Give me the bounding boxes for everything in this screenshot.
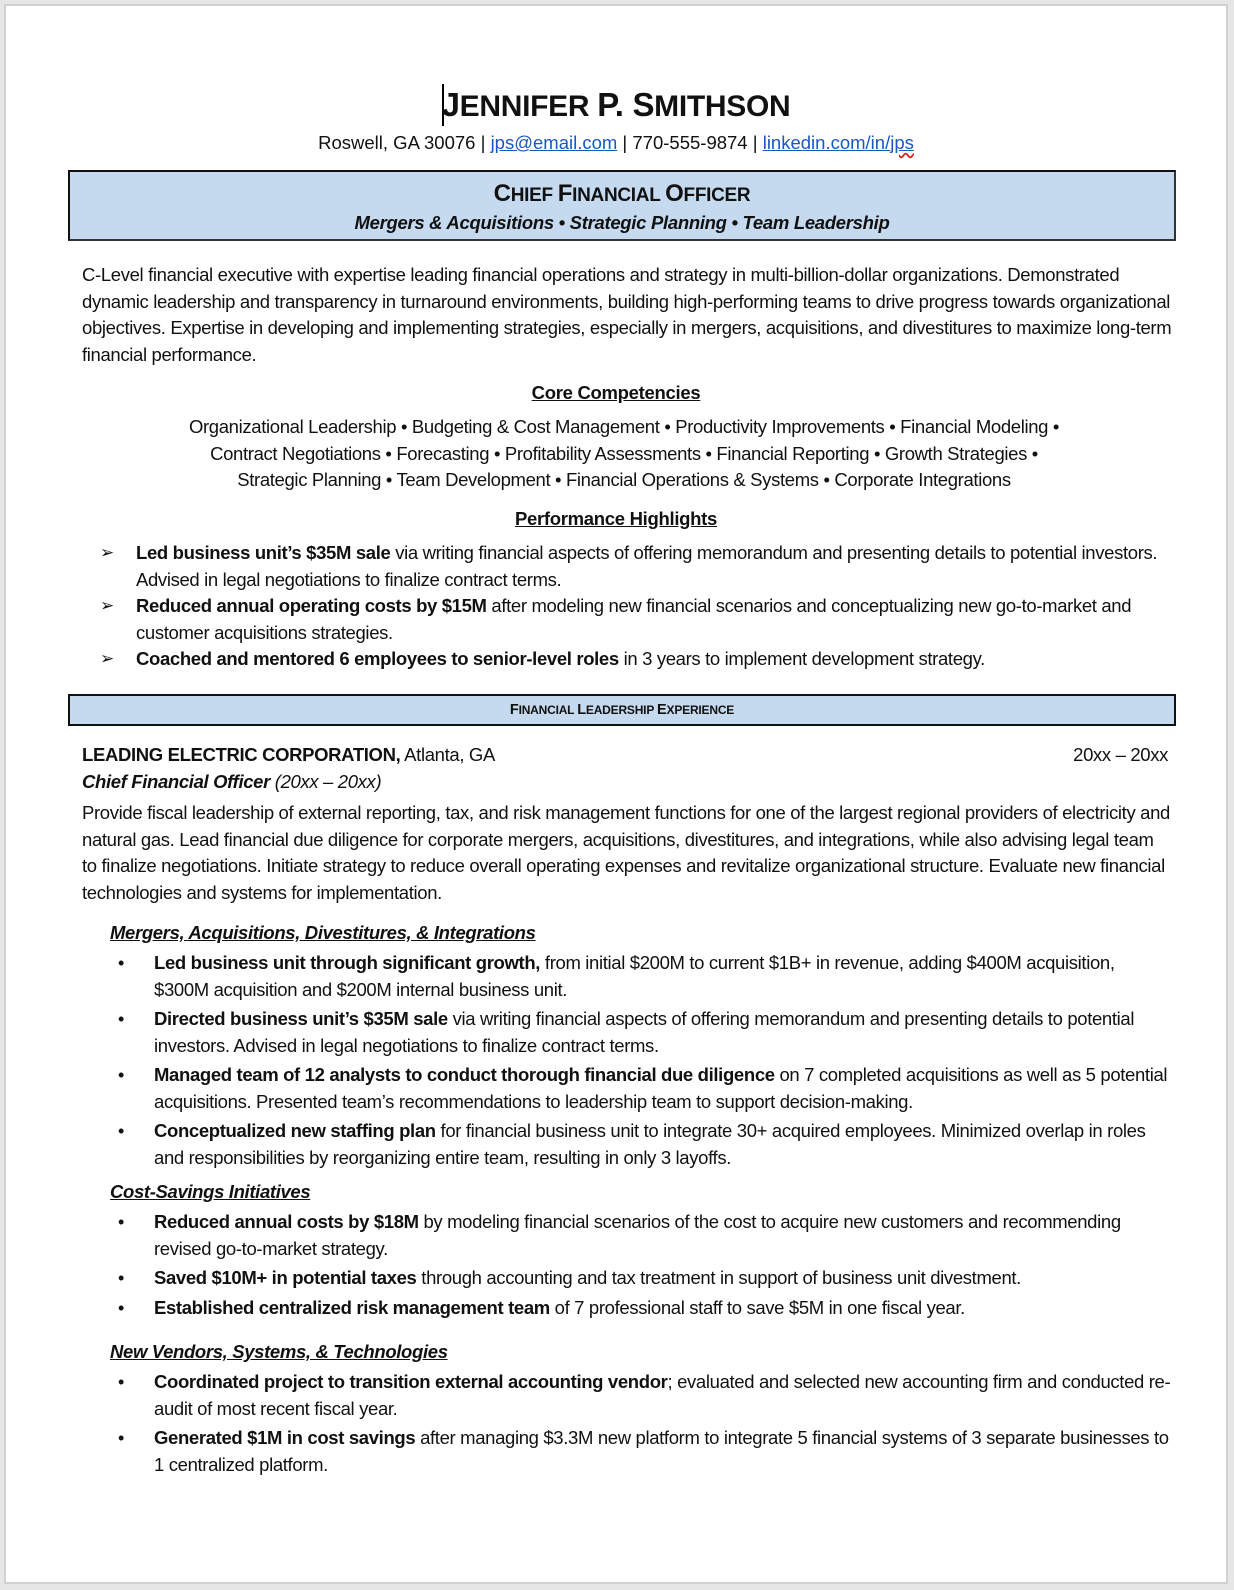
subsection-heading: Mergers, Acquisitions, Divestitures, & Integrations (110, 922, 536, 943)
list-item: ➢ Reduced annual operating costs by $15M after modeling new financial scenarios and conceptualizing new go-to-market and customer acquisitions strategies. (100, 595, 1132, 643)
list-item: • Conceptualized new staffing plan for financial business unit to integrate 30+ acquired employees. Minimized overlap in roles and responsibilities by reorganizing entire team, resulting in only 3 layoffs. (118, 1120, 1146, 1168)
bullet-icon: • (118, 953, 124, 973)
job-title: Chief Financial Officer (20xx – 20xx) (82, 771, 382, 792)
phone: 770-555-9874 (632, 132, 748, 153)
arrow-bullet-icon: ➢ (100, 596, 114, 615)
list-item: • Saved $10M+ in potential taxes through accounting and tax treatment in support of business unit divestment. (116, 1265, 1172, 1292)
arrow-bullet-icon: ➢ (100, 543, 114, 562)
performance-highlights-heading: Performance Highlights (514, 508, 718, 529)
list-item: • Led business unit through significant growth, from initial $200M to current $1B+ in revenue, adding $400M acquisition, $300M acquisition and $200M internal business unit. (118, 952, 1115, 1000)
bullet-icon: • (118, 1372, 124, 1392)
list-item: • Generated $1M in cost savings after managing $3.3M new platform to integrate 5 financial systems of 3 separate businesses to 1 centralized platform. (118, 1427, 1169, 1475)
bullet-list (116, 950, 1172, 1174)
bullet-list (116, 1369, 1172, 1481)
contact-line (6, 132, 1226, 154)
resume-page (4, 4, 1228, 1584)
title-tagline: Mergers & Acquisitions • Strategic Planning • Team Leadership (354, 212, 890, 233)
list-item: • Directed business unit’s $35M sale via writing financial aspects of offering memorandum and presenting details to potential investors. Advised in legal negotiations to finalize contract terms. (118, 1008, 1135, 1056)
performance-highlights-list (98, 540, 1168, 673)
subsection-heading: New Vendors, Systems, & Technologies (110, 1341, 448, 1362)
company-name: LEADING ELECTRIC CORPORATION, (82, 744, 401, 765)
list-item: • Established centralized risk management team of 7 professional staff to save $5M in one fiscal year. (116, 1295, 1172, 1322)
experience-section-heading: FINANCIAL LEADERSHIP EXPERIENCE (68, 694, 1176, 726)
bullet-icon: • (118, 1212, 124, 1232)
job-dates: 20xx – 20xx (1073, 744, 1168, 765)
core-competencies-heading: Core Competencies (531, 382, 701, 403)
bullet-icon: • (118, 1268, 124, 1288)
list-item: • Managed team of 12 analysts to conduct thorough financial due diligence on 7 completed acquisitions as well as 5 potential acquisitions. Presented team’s recommendations to leadership team to support decision-making. (118, 1064, 1168, 1112)
list-item: ➢ Led business unit’s $35M sale via writing financial aspects of offering memorandum and presenting details to potential investors. Advised in legal negotiations to finalize contract terms. (100, 542, 1158, 590)
list-item: ➢ Coached and mentored 6 employees to senior-level roles in 3 years to implement development strategy. (98, 646, 1168, 673)
spellcheck-underline: jps (890, 132, 914, 153)
linkedin-link[interactable]: linkedin.com/in/jps (762, 132, 914, 153)
bullet-icon: • (118, 1065, 124, 1085)
arrow-bullet-icon: ➢ (100, 649, 114, 668)
professional-summary: C-Level financial executive with expertise leading financial operations and strategy in multi-billion-dollar organizations. Demonstrated dynamic leadership and transparency in turnaround environments, building high-performing teams to drive progress towards organizational objectives. Expertise in developing and implementing strategies, especially in mergers, acquisitions, and divestitures to maximize long-term financial performance. (82, 264, 1172, 365)
title-banner (68, 170, 1176, 241)
target-title: CHIEF FINANCIAL OFFICER (493, 180, 751, 207)
job-header (82, 744, 1168, 766)
bullet-icon: • (118, 1297, 124, 1318)
email-link[interactable]: jps@email.com (490, 132, 618, 153)
bullet-list (116, 1209, 1172, 1324)
separator: | (747, 132, 763, 153)
location: Roswell, GA 30076 (318, 132, 476, 153)
separator: | (475, 132, 491, 153)
bullet-icon: • (118, 1428, 124, 1448)
candidate-name: JENNIFER P. SMITHSON (6, 84, 1226, 126)
list-item: • Coordinated project to transition external accounting vendor; evaluated and selected new accounting firm and conducted re-audit of most recent fiscal year. (118, 1371, 1171, 1419)
list-item: • Reduced annual costs by $18M by modeling financial scenarios of the cost to acquire new customers and recommending revised go-to-market strategy. (118, 1211, 1121, 1259)
subsection-heading: Cost-Savings Initiatives (110, 1181, 311, 1202)
company-location: Atlanta, GA (400, 744, 495, 765)
job-description: Provide fiscal leadership of external reporting, tax, and risk management functions for one of the largest regional providers of electricity and natural gas. Lead financial due diligence for corporate mergers, acquisitions, divestitures, and integrations, while also advising legal team to finalize negotiations. Initiate strategy to reduce overall operating expenses and revitalize organizational structure. Evaluate new financial technologies and systems for implementation. (82, 802, 1170, 903)
separator: | (617, 132, 633, 153)
bullet-icon: • (118, 1009, 124, 1029)
core-competencies-list: Organizational Leadership • Budgeting & Cost Management • Productivity Improvements • Financial Modeling • Contract Negotiations • Forecasting • Profitability Assessments • Financial Reporting • Growth Strategies • Strategic Planning • Team Development • Financial Operations & Systems • Corporate Integrations (188, 416, 1060, 490)
bullet-icon: • (118, 1121, 124, 1141)
